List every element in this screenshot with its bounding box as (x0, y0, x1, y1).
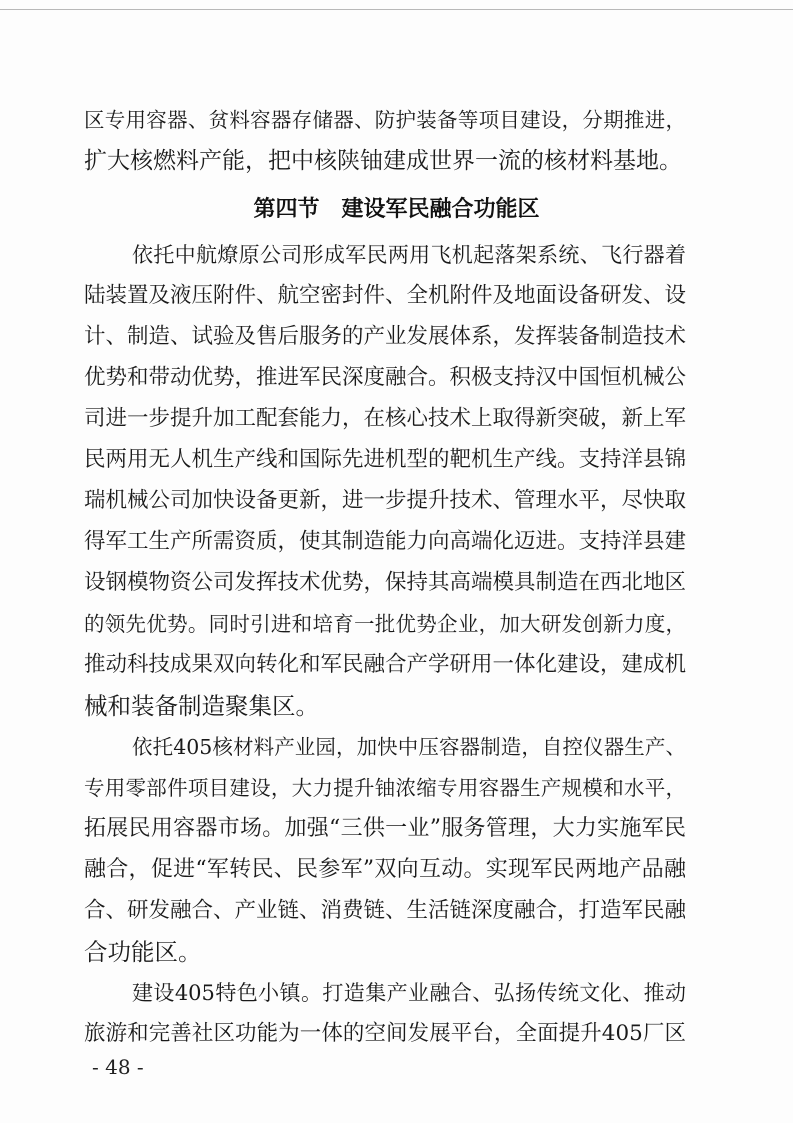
paragraph-2-line: 合功能区。 (84, 938, 202, 966)
section-number: 第四节 (253, 197, 320, 222)
paragraph-1-line: 推动科技成果双向转化和军民融合产学研用一体化建设，建成机 (84, 652, 686, 677)
paragraph-1-line: 计、制造、试验及售后服务的产业发展体系，发挥装备制造技术 (84, 324, 686, 349)
paragraph-3-line: 建设405特色小镇。打造集产业融合、弘扬传统文化、推动 (132, 981, 686, 1005)
paragraph-2-line: 合、研发融合、产业链、消费链、生活链深度融合，打造军民融 (84, 898, 686, 923)
paragraph-1-line: 设钢模物资公司发挥技术优势，保持其高端模具制造在西北地区 (84, 570, 686, 595)
paragraph-1-line: 的领先优势。同时引进和培育一批优势企业，加大研发创新力度， (84, 612, 686, 636)
paragraph-1-line: 得军工生产所需资质，使其制造能力向高端化迈进。支持洋县建 (84, 529, 686, 554)
paragraph-1-line: 械和装备制造聚集区。 (84, 692, 319, 720)
paragraph-2-line: 依托405核材料产业园，加快中压容器制造，自控仪器生产、 (132, 735, 686, 759)
paragraph-1-line: 陆装置及液压附件、航空密封件、全机附件及地面设备研发、设 (84, 283, 686, 308)
intro-line: 扩大核燃料产能，把中核陕铀建成世界一流的核材料基地。 (84, 148, 682, 174)
page-number: - 48 - (92, 1055, 144, 1079)
paragraph-2-line: 专用零部件项目建设，大力提升铀浓缩专用容器生产规模和水平， (84, 776, 686, 800)
paragraph-1-line: 优势和带动优势，推进军民深度融合。积极支持汉中国恒机械公 (84, 365, 686, 390)
paragraph-1-line: 依托中航燎原公司形成军民两用飞机起落架系统、飞行器着 (132, 243, 686, 267)
intro-line: 区专用容器、贫料容器存储器、防护装备等项目建设，分期推进， (84, 108, 686, 132)
paragraph-1-line: 司进一步提升加工配套能力，在核心技术上取得新突破，新上军 (84, 406, 686, 431)
section-heading (0, 195, 793, 225)
paragraph-1-line: 瑞机械公司加快设备更新，进一步提升技术、管理水平，尽快取 (84, 488, 686, 513)
section-title: 建设军民融合功能区 (341, 197, 540, 222)
paragraph-1-line: 民两用无人机生产线和国际先进机型的靶机生产线。支持洋县锦 (84, 447, 686, 472)
paragraph-3-line: 旅游和完善社区功能为一体的空间发展平台，全面提升405厂区 (84, 1021, 686, 1046)
paragraph-2-line: 拓展民用容器市场。加强“三供一业”服务管理，大力实施军民 (84, 816, 686, 841)
paragraph-2-line: 融合，促进“军转民、民参军”双向互动。实现军民两地产品融 (84, 857, 686, 882)
scan-top-rule (0, 9, 793, 10)
